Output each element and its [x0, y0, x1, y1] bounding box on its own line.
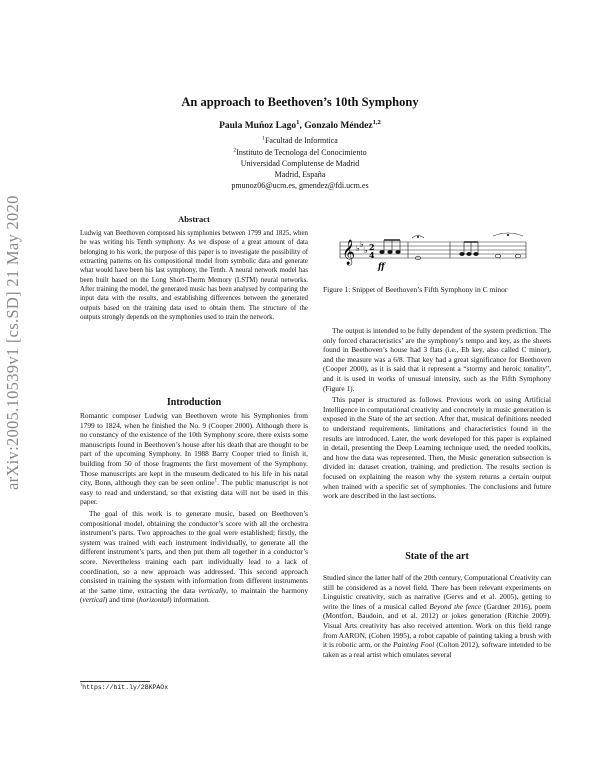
note-head — [474, 252, 479, 255]
flat-icon: ♭ — [364, 246, 368, 255]
note-head — [380, 250, 385, 253]
affiliation-1 — [0, 135, 600, 146]
affiliation-2 — [0, 147, 600, 158]
intro-paragraph-1: Romantic composer Ludwig van Beethoven wrote his Symphonies from 1799 to 1824, when he finished the No. 9 (Cooper 2000). Although there is no constancy of the existence of the 10th Symphony score, there exists some manuscripts found in Beethoven’s house after his death that are thought to be part of the upcoming Symphony. In 1988 Barry Cooper tried to finish it, building from 50 of those fragments the first movement of the Symphony. Those manuscripts are kept in the museum dedicated to his life in his natal city, Bonn, although they can be seen online$^1$. The public manuscript is not easy to read and understand, so that existing data will not be used in this paper. — [80, 411, 309, 507]
flat-icon: ♭ — [360, 240, 364, 249]
dynamic-marking: ff — [378, 261, 385, 271]
aff-1-text: Facultad de Informtica — [264, 136, 338, 145]
author-2: Gonzalo Méndez — [304, 121, 373, 131]
flat-icon: ♭ — [356, 244, 360, 253]
university: Universidad Complutense de Madrid — [240, 158, 360, 168]
figure-caption: Figure 1: Snippet of Beethoven’s Fifth Symphony in C minor — [323, 285, 508, 294]
introduction-heading: Introduction — [166, 397, 222, 408]
footnote-rule — [80, 681, 150, 682]
city: Madrid, España — [274, 169, 326, 179]
note-head — [460, 252, 465, 255]
abstract-text: Ludwig van Beethoven composed his symphonies between 1799 and 1825, when he was writing his Tenth symphony. As we dispose of a great amount of data belonging to his work, the purpose of this paper is to investigate the possibility of extracting patterns on his compositional model from symbolic data and generate what would have been his last symphony, the Tenth. A neural network model has been built based on the Long Short-Therm Memory (LSTM) neural networks. After training the model, the generated music has been analysed by comparing the input data with the results, and establishing differences between the generated outputs based on the training data used to obtain them. The structure of the outputs strongly depends on the symphonies used to train the network. — [80, 230, 308, 322]
author-1-sup: 1 — [296, 118, 300, 126]
paper-title: An approach to Beethoven’s 10th Symphony — [181, 95, 419, 109]
author-separator: , — [299, 121, 305, 131]
half-note — [515, 254, 520, 258]
author-2-sup: 1,2 — [372, 118, 381, 126]
author-line — [0, 118, 600, 131]
footnote-mark: 1 — [80, 681, 83, 687]
state-of-art-paragraph: Studied since the latter half of the 20th century, Computational Creativity can still be considered as a novel field. There has been relevant experiments on Linguistic creativity, such as narrative (Gervs and et al. 2005), getting to write the lines of a musical called Beyond the fence (Gardner 2016), poem (Montfort, Baudoin, and et al. 2012) or jokes generation (Ritchie 2009). Visual Arts creativity has also received attention. Work on this field range from AARON, (Cohen 1995), a robot capable of painting taking a brush with it is robotic arm, or the Painting Fool (Colton 2012), software intended to be taken as a real artist which emulates several — [323, 573, 551, 659]
right-paragraph-1: The output is intended to be fully dependent of the system prediction. The only forced characteristics’ are the symphony’s tempo and key, as the sheets found in Beethoven’s house had 3 flats (i.e., Eb key, also called C minor), and the measure was a 6/8. That key had a great significance for Beethoven (Cooper 2000), as it is said that it represent a “stormy and heroic tonality”, and it is used in works of unusual intensity, such as the Fifth Symphony (Figure 1). — [323, 326, 551, 393]
intro-paragraph-2: The goal of this work is to generate music, based on Beethoven’s compositional model, obtaining the conductor’s score with all the orchestra instrument’s parts. Two approaches to the goal were established; firstly, the system was trained with each instrument individually, to generate all the different instrument’s parts, and then put them all together in a conductor’s score. Nevertheless training each part individually lead to a lack of coordination, so a new approach was addressed. This second approach consisted in training the system with information from different instruments at the same time, extracting the data vertically, to maintain the harmony (vertical) and time (horizontal) information. — [80, 508, 308, 605]
time-signature-2: 2 — [369, 242, 375, 252]
time-signature-4: 4 — [369, 250, 375, 260]
music-staff-figure — [338, 232, 528, 274]
note-head — [388, 250, 393, 253]
state-of-art-heading: State of the art — [405, 551, 469, 562]
note-head — [467, 252, 472, 255]
half-note — [495, 254, 500, 258]
right-column-body — [323, 326, 551, 501]
footnote-url[interactable]: https://bit.ly/2BKPAOx — [82, 684, 169, 691]
abstract-heading: Abstract — [178, 214, 210, 224]
aff-2-text: Instituto de Tecnologa del Conocimiento — [236, 147, 367, 157]
note-head — [396, 250, 401, 253]
author-1: Paula Muñoz Lago — [219, 121, 297, 131]
footnote — [80, 681, 169, 691]
introduction-body — [80, 411, 308, 605]
aff-1-sup: 1 — [262, 135, 265, 142]
right-paragraph-2: This paper is structured as follows. Previous work on using Artificial Intelligence in computational creativity and concretely in music generation is exposed in the State of the art section. After that, musical definitions needed to understand requirements, limitations and characteristics found in the results are introduced. Later, the work developed for this paper is explained in detail, presenting the Deep Learning technique used, the needed toolkits, and how the data was represented. Then, the Music generation subsection is divided in: dataset creation, training, and prediction. The results section is focused on explaining the reason why the system returns a certain output when trained with a specific set of symphonies. The conclusions and future work are described in the last sections. — [323, 395, 551, 501]
aff-2-sup: 2 — [233, 146, 237, 153]
emails: pmunoz06@ucm.es, gmendez@fdi.ucm.es — [231, 180, 369, 190]
state-of-art-body — [323, 573, 551, 659]
treble-clef-icon: 𝄞 — [342, 240, 356, 265]
footnote-ref: 1 — [214, 477, 218, 484]
arxiv-stamp: arXiv:2005.10539v1 [cs.SD] 21 May 2020 — [3, 195, 22, 490]
